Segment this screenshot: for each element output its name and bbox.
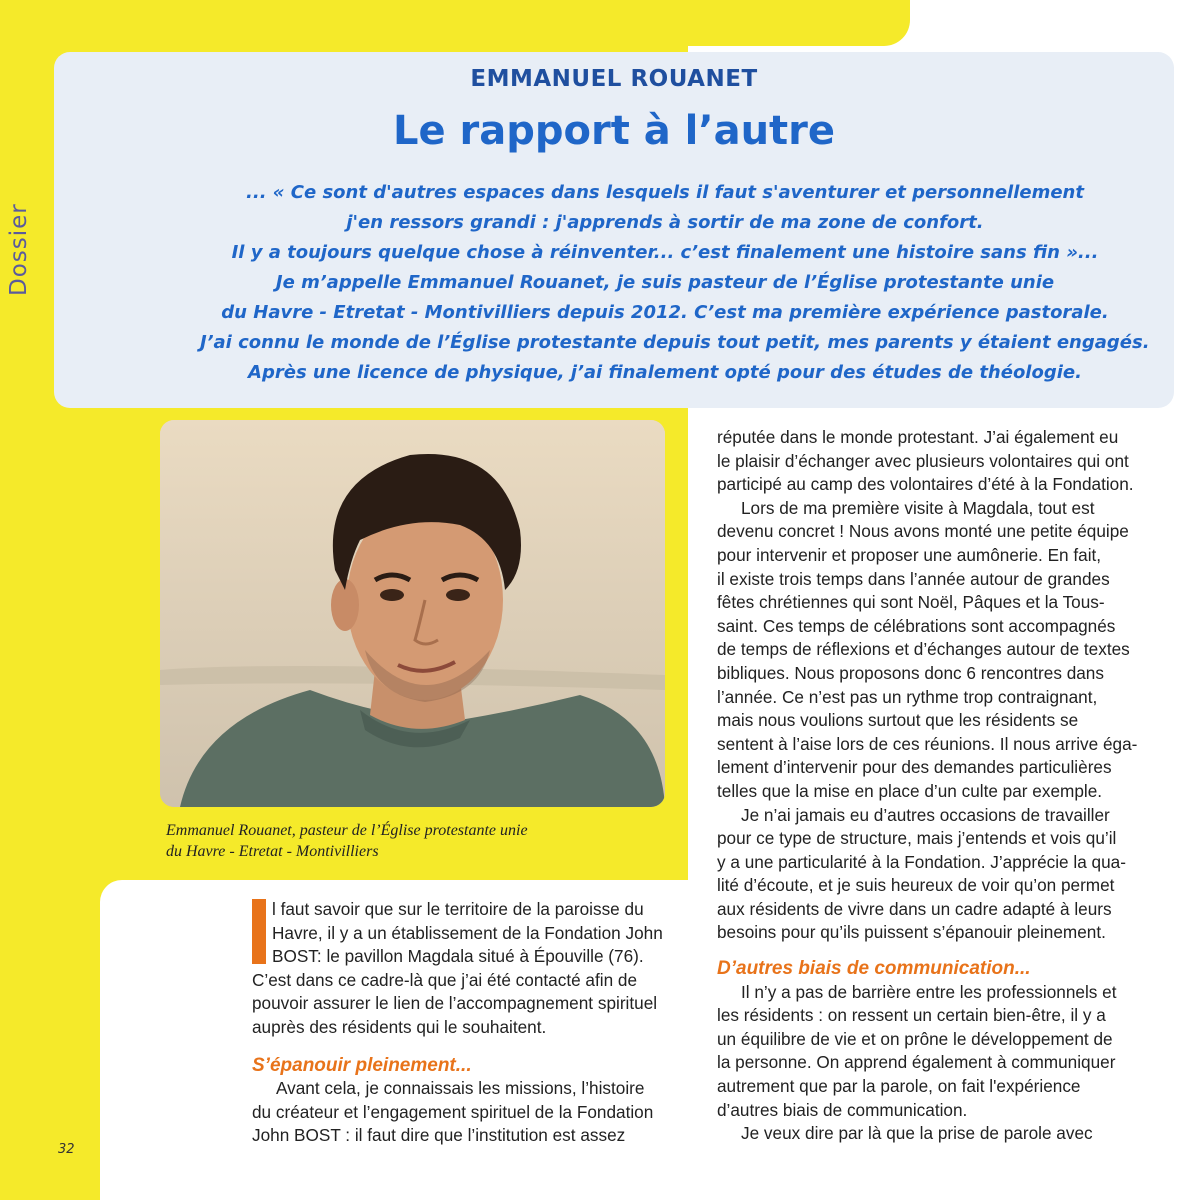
text-line: lement d’intervenir pour des demandes particulières <box>717 757 1112 778</box>
intro-line: Après une licence de physique, j’ai finalement opté pour des études de théologie. <box>248 362 1082 383</box>
text-line: autrement que par la parole, on fait l'expérience <box>717 1076 1081 1097</box>
text-line: John BOST : il faut dire que l’institution est assez <box>252 1125 626 1146</box>
text-line: mais nous voulions surtout que les résidents se <box>717 710 1079 731</box>
intro-line: Il y a toujours quelque chose à réinventer... c’est finalement une histoire sans fin »... <box>231 242 1099 263</box>
caption-line: Emmanuel Rouanet, pasteur de l’Église protestante unie <box>166 822 528 839</box>
intro-line: j'en ressors grandi : j'apprends à sortir de ma zone de confort. <box>346 212 984 233</box>
text-line: d’autres biais de communication. <box>717 1099 968 1120</box>
text-line: y a une particularité à la Fondation. J’apprécie la qua- <box>717 851 1126 872</box>
caption-line: du Havre - Etretat - Montivilliers <box>166 843 379 860</box>
text-line: la personne. On apprend également à communiquer <box>717 1052 1116 1073</box>
text-line: bibliques. Nous proposons donc 6 rencontres dans <box>717 662 1104 683</box>
portrait-illustration <box>160 420 665 807</box>
page-number: 32 <box>58 1142 75 1157</box>
article-title: Le rapport à l’autre <box>392 108 836 154</box>
text-line: Il n’y a pas de barrière entre les professionnels et <box>741 981 1117 1002</box>
intro-line: ... « Ce sont d'autres espaces dans lesquels il faut s'aventurer et personnellement <box>246 182 1084 203</box>
text-line: l’année. Ce n’est pas un rythme trop contraignant, <box>717 686 1098 707</box>
text-line: Je n’ai jamais eu d’autres occasions de travailler <box>741 804 1110 825</box>
text-line: les résidents : on ressent un certain bien-être, il y a <box>717 1005 1106 1026</box>
photo-caption <box>166 820 666 862</box>
text-line: pouvoir assurer le lien de l’accompagnement spirituel <box>252 993 658 1014</box>
text-line: telles que la mise en place d’un culte par exemple. <box>717 780 1103 801</box>
text-line: lité d’écoute, et je suis heureux de voir qu’on permet <box>717 875 1115 896</box>
text-line: sentent à l’aise lors de ces réunions. Il nous arrive éga- <box>717 733 1138 754</box>
intro-quote <box>200 178 1150 388</box>
text-line: Havre, il y a un établissement de la Fondation John <box>272 922 663 943</box>
text-line: besoins pour qu’ils puissent s’épanouir pleinement. <box>717 922 1106 943</box>
text-line: Lors de ma première visite à Magdala, tout est <box>741 497 1095 518</box>
left-column-text <box>252 898 692 1148</box>
author-name: EMMANUEL ROUANET <box>470 66 758 92</box>
text-line: BOST: le pavillon Magdala situé à Épouville (76). <box>272 946 644 967</box>
text-line: il existe trois temps dans l’année autour de grandes <box>717 568 1110 589</box>
text-line: de temps de réflexions et d’échanges autour de textes <box>717 639 1130 660</box>
text-line: participé au camp des volontaires d’été à la Fondation. <box>717 474 1134 495</box>
text-line: fêtes chrétiennes qui sont Noël, Pâques et la Tous- <box>717 592 1105 613</box>
text-line: pour intervenir et proposer une aumônerie. En fait, <box>717 544 1102 565</box>
text-line: l faut savoir que sur le territoire de la paroisse du <box>272 899 644 919</box>
subheading: S’épanouir pleinement... <box>252 1054 472 1076</box>
text-line: réputée dans le monde protestant. J’ai également eu <box>717 427 1119 447</box>
text-line: Avant cela, je connaissais les missions, l’histoire <box>276 1078 645 1099</box>
right-column-text <box>717 426 1162 1146</box>
intro-line: du Havre - Etretat - Montivilliers depuis 2012. C’est ma première expérience pastorale. <box>221 302 1109 323</box>
text-line: aux résidents de vivre dans un cadre adapté à leurs <box>717 898 1112 919</box>
text-line: pour ce type de structure, mais j’entends et vois qu’il <box>717 828 1117 849</box>
section-label: Dossier <box>6 203 32 297</box>
text-line: saint. Ces temps de célébrations sont accompagnés <box>717 615 1116 636</box>
text-line: un équilibre de vie et on prône le développement de <box>717 1028 1113 1049</box>
intro-line: Je m’appelle Emmanuel Rouanet, je suis pasteur de l’Église protestante unie <box>275 272 1055 293</box>
subheading: D’autres biais de communication... <box>717 958 1031 980</box>
text-line: C’est dans ce cadre-là que j’ai été contacté afin de <box>252 969 638 990</box>
text-line: Je veux dire par là que la prise de parole avec <box>741 1123 1093 1144</box>
text-line: auprès des résidents qui le souhaitent. <box>252 1016 547 1037</box>
text-line: du créateur et l’engagement spirituel de la Fondation <box>252 1101 654 1122</box>
text-line: le plaisir d’échanger avec plusieurs volontaires qui ont <box>717 450 1129 471</box>
yellow-top-margin <box>0 0 910 46</box>
portrait-photo <box>160 420 665 807</box>
text-line: devenu concret ! Nous avons monté une petite équipe <box>717 521 1129 542</box>
intro-line: J’ai connu le monde de l’Église protestante depuis tout petit, mes parents y étaient engagés. <box>200 332 1150 353</box>
